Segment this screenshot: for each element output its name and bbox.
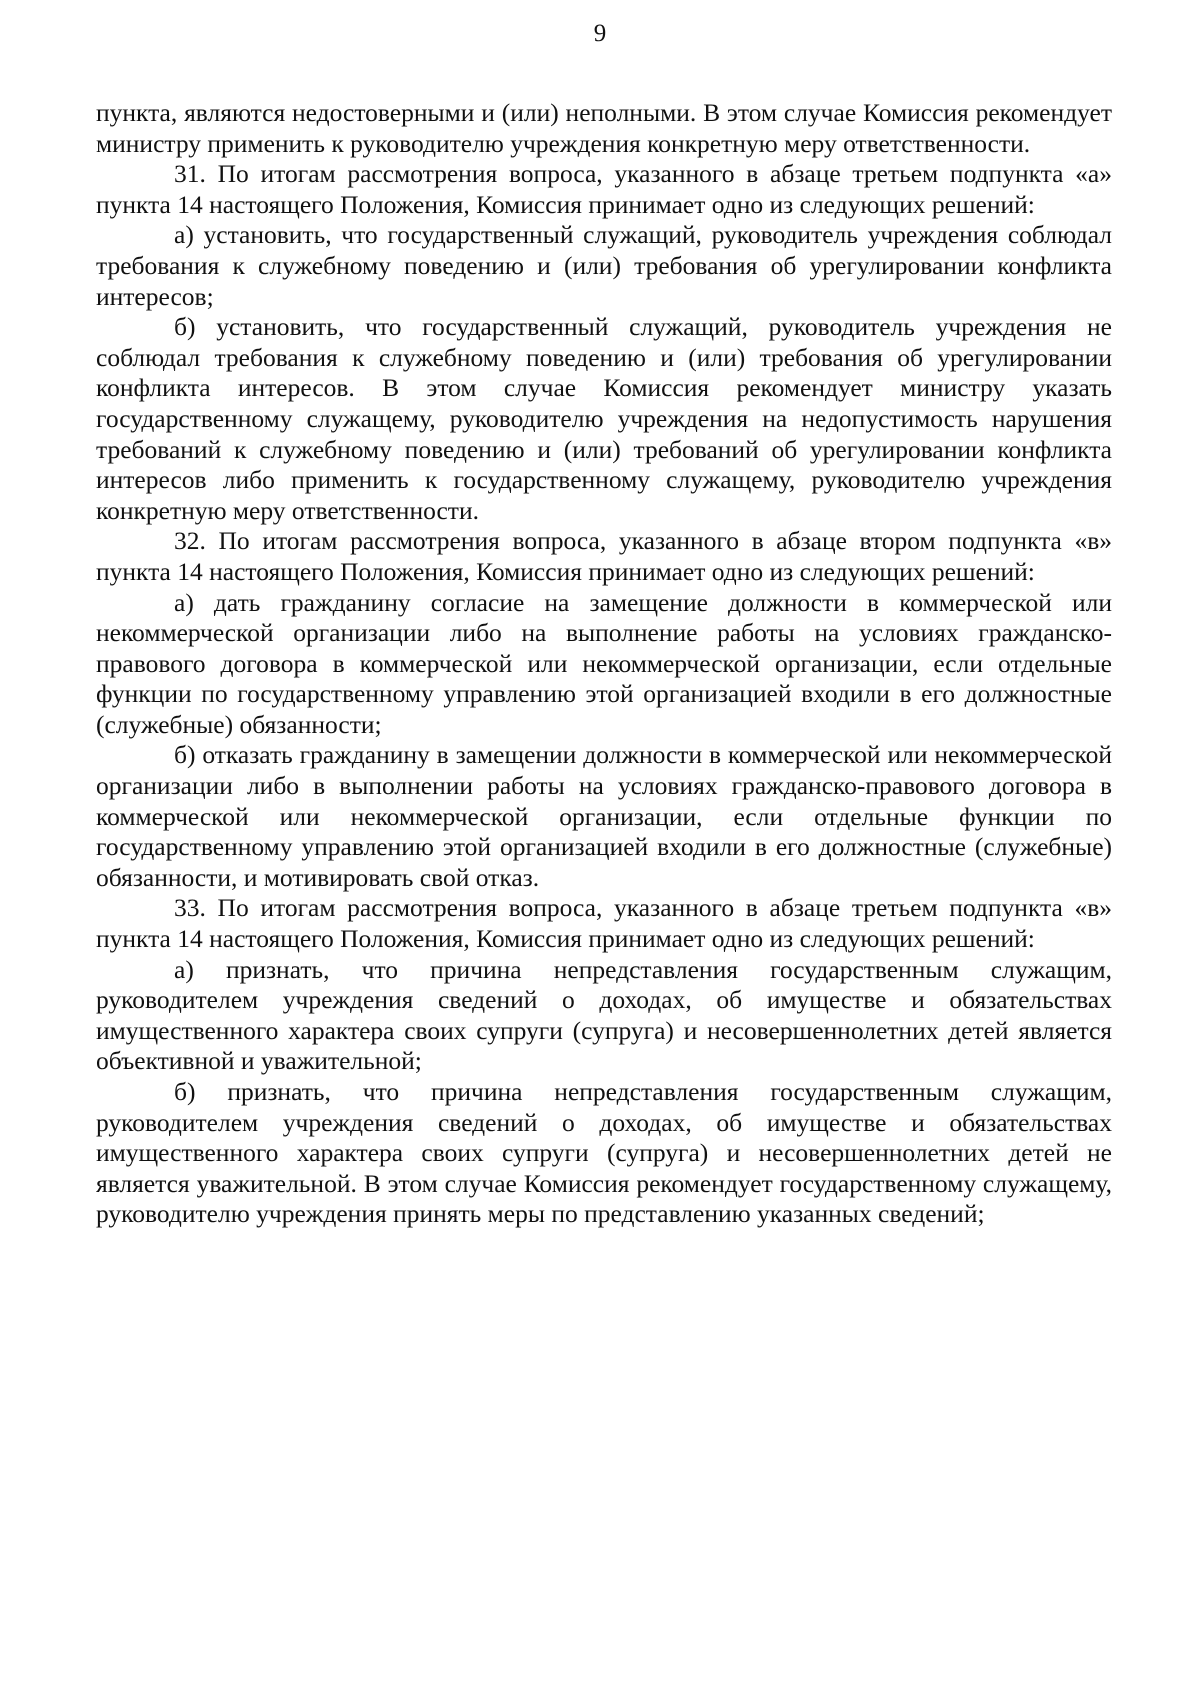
paragraph-item-32: 32. По итогам рассмотрения вопроса, указанного в абзаце втором подпункта «в» пункта 14 настоящего Положения, Комиссия принимает одно из следующих решений: bbox=[96, 526, 1112, 586]
paragraph-item-31-b: б) установить, что государственный служащий, руководитель учреждения не соблюдал требования к служебному поведению и (или) требования об урегулировании конфликта интересов. В этом случае Комиссия рекомендует министру указать государственному служащему, руководителю учреждения на недопустимость нарушения требований к служебному поведению и (или) требований об урегулировании конфликта интересов либо применить к государственному служащему, руководителю учреждения конкретную меру ответственности. bbox=[96, 312, 1112, 525]
paragraph-item-33-b: б) признать, что причина непредставления государственным служащим, руководителем учреждения сведений о доходах, об имуществе и обязательствах имущественного характера своих супруги (супруга) и несовершеннолетних детей не является уважительной. В этом случае Комиссия рекомендует государственному служащему, руководителю учреждения принять меры по представлению указанных сведений; bbox=[96, 1077, 1112, 1229]
paragraph-item-33: 33. По итогам рассмотрения вопроса, указанного в абзаце третьем подпункта «в» пункта 14 настоящего Положения, Комиссия принимает одно из следующих решений: bbox=[96, 893, 1112, 954]
paragraph-item-33-a: а) признать, что причина непредставления государственным служащим, руководителем учреждения сведений о доходах, об имуществе и обязательствах имущественного характера своих супруги (супруга) и несовершеннолетних детей является объективной и уважительной; bbox=[96, 954, 1112, 1076]
paragraph-continuation: пункта, являются недостоверными и (или) неполными. В этом случае Комиссия рекомендует министру применить к руководителю учреждения конкретную меру ответственности. bbox=[96, 98, 1112, 158]
paragraph-item-31: 31. По итогам рассмотрения вопроса, указанного в абзаце третьем подпункта «а» пункта 14 настоящего Положения, Комиссия принимает одно из следующих решений: bbox=[96, 159, 1112, 219]
paragraph-item-32-b: б) отказать гражданину в замещении должности в коммерческой или некоммерческой организации либо в выполнении работы на условиях гражданско-правового договора в коммерческой или некоммерческой организации, если отдельные функции по государственному управлению этой организацией входили в его должностные (служебные) обязанности, и мотивировать свой отказ. bbox=[96, 740, 1112, 892]
page-number: 9 bbox=[593, 20, 607, 47]
paragraph-item-31-a: а) установить, что государственный служащий, руководитель учреждения соблюдал требования к служебному поведению и (или) требования об урегулировании конфликта интересов; bbox=[96, 220, 1112, 311]
document-body bbox=[96, 98, 1112, 1230]
paragraph-item-32-a: а) дать гражданину согласие на замещение должности в коммерческой или некоммерческой организации либо на выполнение работы на условиях гражданско-правового договора в коммерческой или некоммерческой организации, если отдельные функции по государственному управлению этой организацией входили в его должностные (служебные) обязанности; bbox=[96, 587, 1112, 739]
